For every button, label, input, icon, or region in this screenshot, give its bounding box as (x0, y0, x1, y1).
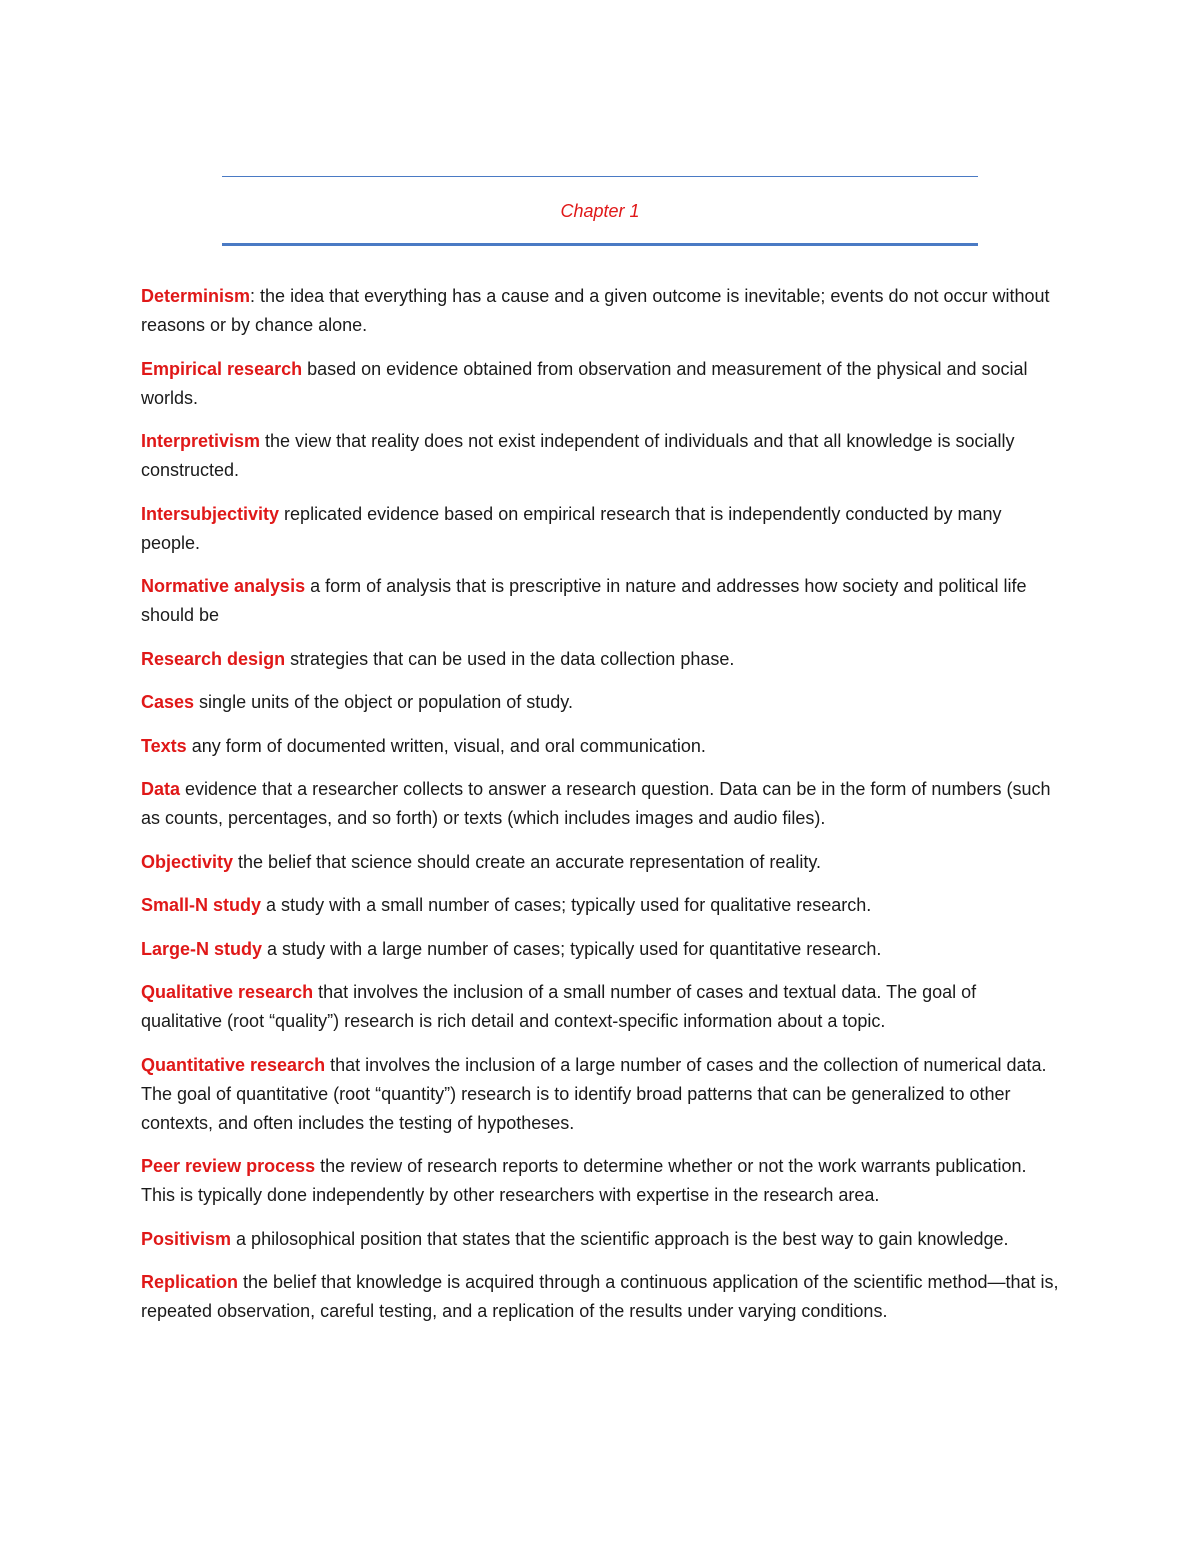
glossary-term: Cases (141, 692, 195, 712)
glossary-term: Small-N study (141, 895, 262, 915)
glossary-definition: single units of the object or population of study. (194, 692, 573, 712)
glossary-entry-quantitative-research (141, 1051, 1061, 1138)
glossary-definition: the review of research reports to determine whether or not the work warrants publication. This is typically done independently by other researchers with expertise in the research area. (141, 1156, 1027, 1205)
glossary-entry-objectivity (141, 848, 1061, 877)
glossary-term: Intersubjectivity (141, 503, 280, 524)
glossary-entry-determinism (141, 282, 1061, 340)
glossary-definition: a study with a large number of cases; typically used for quantitative research. (262, 938, 882, 959)
glossary-entry-large-n-study (141, 935, 1061, 964)
chapter-title: Chapter 1 (560, 201, 640, 221)
glossary-term: Peer review process (141, 1156, 316, 1176)
glossary-entry-small-n-study (141, 891, 1061, 920)
glossary-entry-interpretivism (141, 427, 1061, 485)
glossary-list (141, 282, 1061, 1341)
glossary-term: Data (141, 779, 181, 799)
glossary-term: Normative analysis (141, 576, 306, 596)
glossary-definition: a philosophical position that states that the scientific approach is the best way to gain knowledge. (231, 1228, 1009, 1249)
glossary-definition: based on evidence obtained from observation and measurement of the physical and social worlds. (141, 358, 1028, 408)
glossary-definition: the belief that knowledge is acquired through a continuous application of the scientific method—that is, repeated observation, careful testing, and a replication of the results under varying conditions. (141, 1272, 1059, 1321)
glossary-definition: replicated evidence based on empirical research that is independently conducted by many people. (141, 503, 1002, 553)
glossary-term: Research design (141, 648, 286, 669)
glossary-term: Objectivity (141, 851, 234, 872)
glossary-term: Quantitative research (141, 1054, 326, 1075)
glossary-term: Replication (141, 1272, 239, 1292)
glossary-term: Large-N study (141, 938, 263, 959)
glossary-definition: a study with a small number of cases; typically used for qualitative research. (261, 895, 872, 915)
glossary-entry-empirical-research (141, 355, 1061, 413)
glossary-definition: that involves the inclusion of a large number of cases and the collection of numerical data. The goal of quantitative (root “quantity”) research is to identify broad patterns that can be generalized to other contexts, and often includes the testing of hypotheses. (141, 1054, 1047, 1133)
glossary-term: Interpretivism (141, 431, 261, 451)
glossary-entry-normative-analysis (141, 572, 1061, 630)
glossary-entry-replication (141, 1268, 1061, 1326)
header-rule-bottom (222, 243, 978, 246)
glossary-definition: evidence that a researcher collects to answer a research question. Data can be in the form of numbers (such as counts, percentages, and so forth) or texts (which includes images and audio files). (141, 779, 1051, 828)
glossary-definition: the view that reality does not exist independent of individuals and that all knowledge is socially constructed. (141, 431, 1015, 480)
glossary-definition: : the idea that everything has a cause and a given outcome is inevitable; events do not occur without reasons or by chance alone. (141, 286, 1050, 335)
glossary-definition: any form of documented written, visual, and oral communication. (186, 735, 706, 756)
glossary-entry-qualitative-research (141, 978, 1061, 1036)
glossary-term: Empirical research (141, 358, 303, 379)
glossary-term: Determinism (141, 286, 251, 306)
glossary-definition: that involves the inclusion of a small number of cases and textual data. The goal of qualitative (root “quality”) research is rich detail and context-specific information about a topic. (141, 982, 977, 1031)
glossary-entry-data (141, 775, 1061, 833)
glossary-entry-intersubjectivity (141, 500, 1061, 558)
glossary-definition: the belief that science should create an accurate representation of reality. (233, 851, 822, 872)
glossary-entry-texts (141, 732, 1061, 761)
glossary-entry-cases (141, 688, 1061, 717)
glossary-term: Texts (141, 735, 187, 756)
header-rule-top (222, 176, 978, 177)
glossary-term: Positivism (141, 1228, 232, 1249)
glossary-entry-research-design (141, 645, 1061, 674)
glossary-definition: strategies that can be used in the data collection phase. (285, 648, 735, 669)
glossary-entry-positivism (141, 1225, 1061, 1254)
glossary-definition: a form of analysis that is prescriptive in nature and addresses how society and political life should be (141, 576, 1027, 625)
glossary-entry-peer-review-process (141, 1152, 1061, 1210)
glossary-term: Qualitative research (141, 982, 314, 1002)
